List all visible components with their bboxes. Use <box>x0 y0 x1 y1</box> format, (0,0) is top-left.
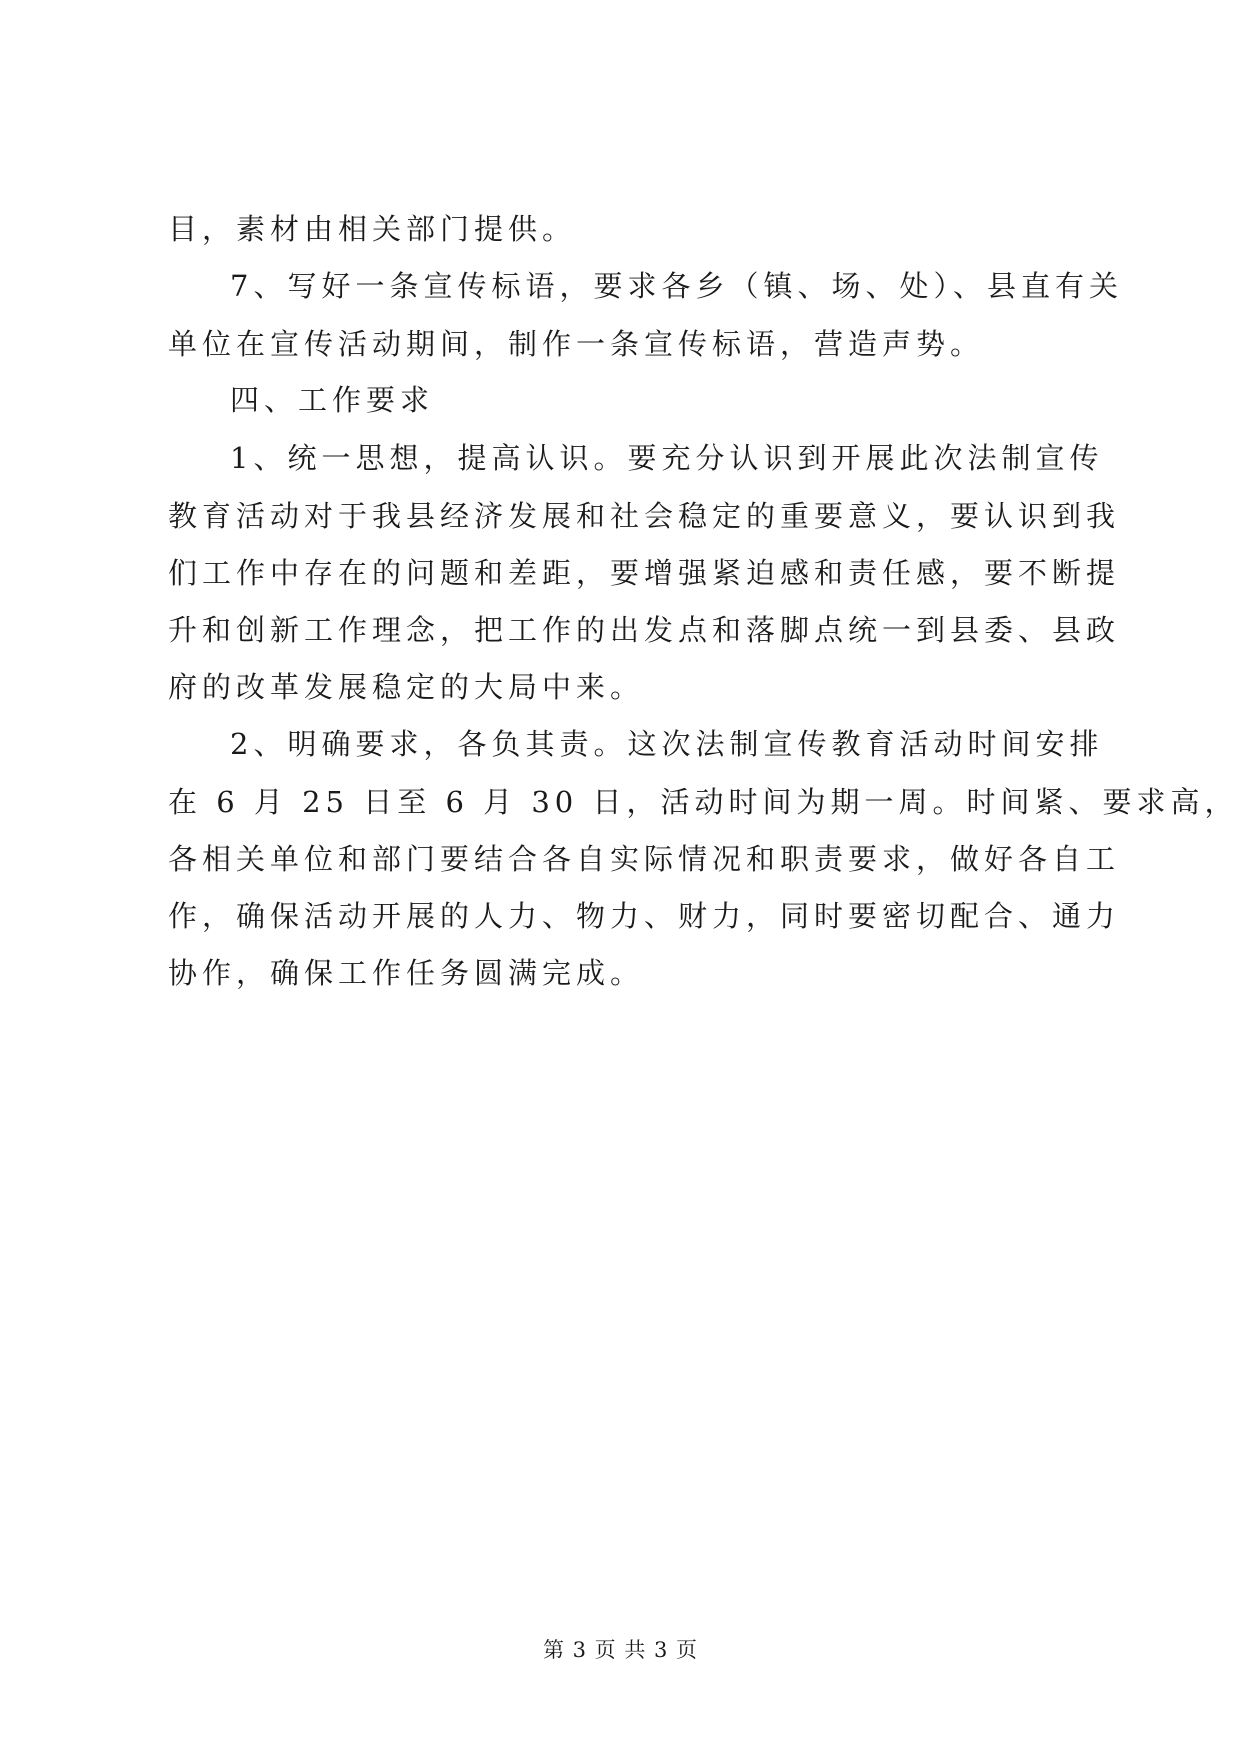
section-heading: 四、工作要求 <box>230 383 435 417</box>
paragraph-line: 单位在宣传活动期间，制作一条宣传标语，营造声势。 <box>168 327 985 361</box>
paragraph-line: 各相关单位和部门要结合各自实际情况和职责要求，做好各自工 <box>168 842 1121 876</box>
paragraph-line: 协作，确保工作任务圆满完成。 <box>168 956 645 990</box>
page-number-footer: 第 3 页 共 3 页 <box>542 1638 699 1662</box>
paragraph-line: 2、明确要求，各负其责。这次法制宣传教育活动时间安排 <box>230 727 1104 761</box>
paragraph-line: 1、统一思想，提高认识。要充分认识到开展此次法制宣传 <box>230 441 1104 475</box>
paragraph-line: 府的改革发展稳定的大局中来。 <box>168 670 645 704</box>
paragraph-line: 教育活动对于我县经济发展和社会稳定的重要意义，要认识到我 <box>168 499 1121 533</box>
paragraph-line: 在 6 月 25 日至 6 月 30 日，活动时间为期一周。时间紧、要求高， <box>168 785 1239 819</box>
paragraph-line: 升和创新工作理念，把工作的出发点和落脚点统一到县委、县政 <box>168 613 1121 647</box>
paragraph-line: 们工作中存在的问题和差距，要增强紧迫感和责任感，要不断提 <box>168 556 1121 590</box>
paragraph-line: 目，素材由相关部门提供。 <box>168 212 577 246</box>
paragraph-line: 7、写好一条宣传标语，要求各乡（镇、场、处）、县直有关 <box>230 269 1123 303</box>
paragraph-line: 作，确保活动开展的人力、物力、财力，同时要密切配合、通力 <box>168 899 1121 933</box>
